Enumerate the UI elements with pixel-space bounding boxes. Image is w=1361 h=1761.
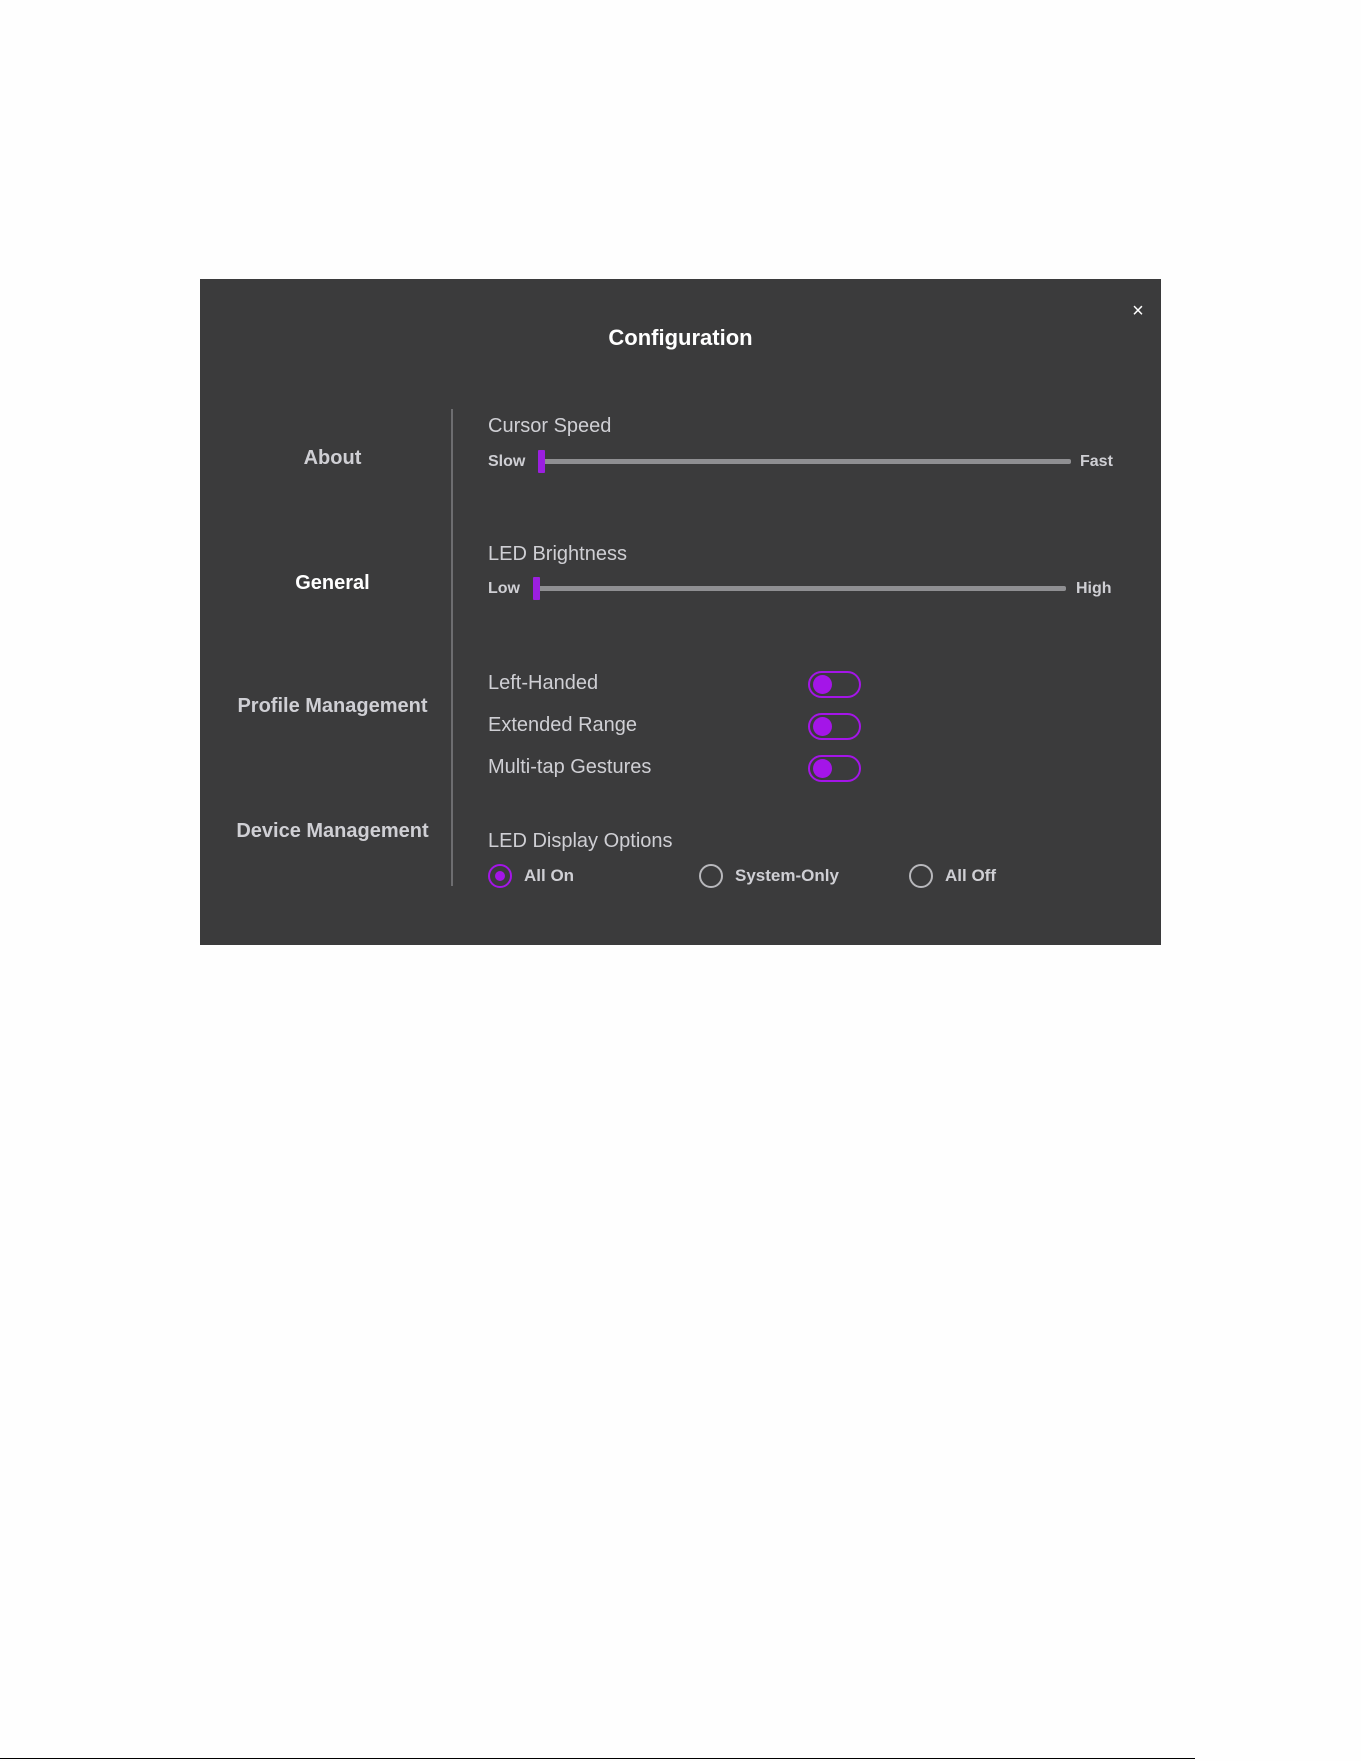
toggle-knob [813, 717, 832, 736]
configuration-dialog [200, 279, 1161, 945]
nav-item-general[interactable]: General [295, 572, 370, 594]
radio-system-only-label: System-Only [735, 866, 839, 885]
nav-item-about[interactable]: About [303, 447, 362, 469]
close-button[interactable] [1124, 297, 1152, 325]
led-brightness-slider-thumb[interactable] [533, 577, 540, 600]
cursor-speed-max-label: Fast [1080, 453, 1113, 470]
radio-circle [699, 864, 723, 888]
led-brightness-max-label: High [1076, 580, 1112, 597]
toggle-knob [813, 675, 832, 694]
extended-range-label: Extended Range [488, 714, 638, 736]
cursor-speed-min-label: Slow [488, 453, 526, 470]
dialog-title: Configuration [608, 325, 753, 350]
nav-divider [451, 409, 453, 886]
radio-dot [495, 871, 505, 881]
extended-range-toggle[interactable] [808, 713, 861, 740]
led-display-options-label: LED Display Options [488, 830, 673, 852]
radio-all-off-label: All Off [945, 866, 996, 885]
led-brightness-min-label: Low [488, 580, 520, 597]
cursor-speed-slider[interactable] [541, 459, 1071, 464]
radio-circle [488, 864, 512, 888]
nav-item-profile-management[interactable]: Profile Management [237, 695, 428, 717]
led-brightness-slider[interactable] [536, 586, 1066, 591]
page-footer-rule [0, 1758, 1195, 1759]
multi-tap-gestures-toggle[interactable] [808, 755, 861, 782]
left-handed-toggle[interactable] [808, 671, 861, 698]
radio-circle [909, 864, 933, 888]
led-brightness-label: LED Brightness [488, 543, 627, 565]
toggle-knob [813, 759, 832, 778]
led-display-options-group [488, 863, 1088, 893]
radio-all-on-label: All On [524, 866, 575, 885]
left-handed-label: Left-Handed [488, 672, 599, 694]
multi-tap-gestures-label: Multi-tap Gestures [488, 756, 652, 778]
nav-item-device-management[interactable]: Device Management [236, 820, 429, 842]
close-icon: × [1132, 300, 1144, 322]
cursor-speed-label: Cursor Speed [488, 415, 612, 437]
cursor-speed-slider-thumb[interactable] [538, 450, 545, 473]
